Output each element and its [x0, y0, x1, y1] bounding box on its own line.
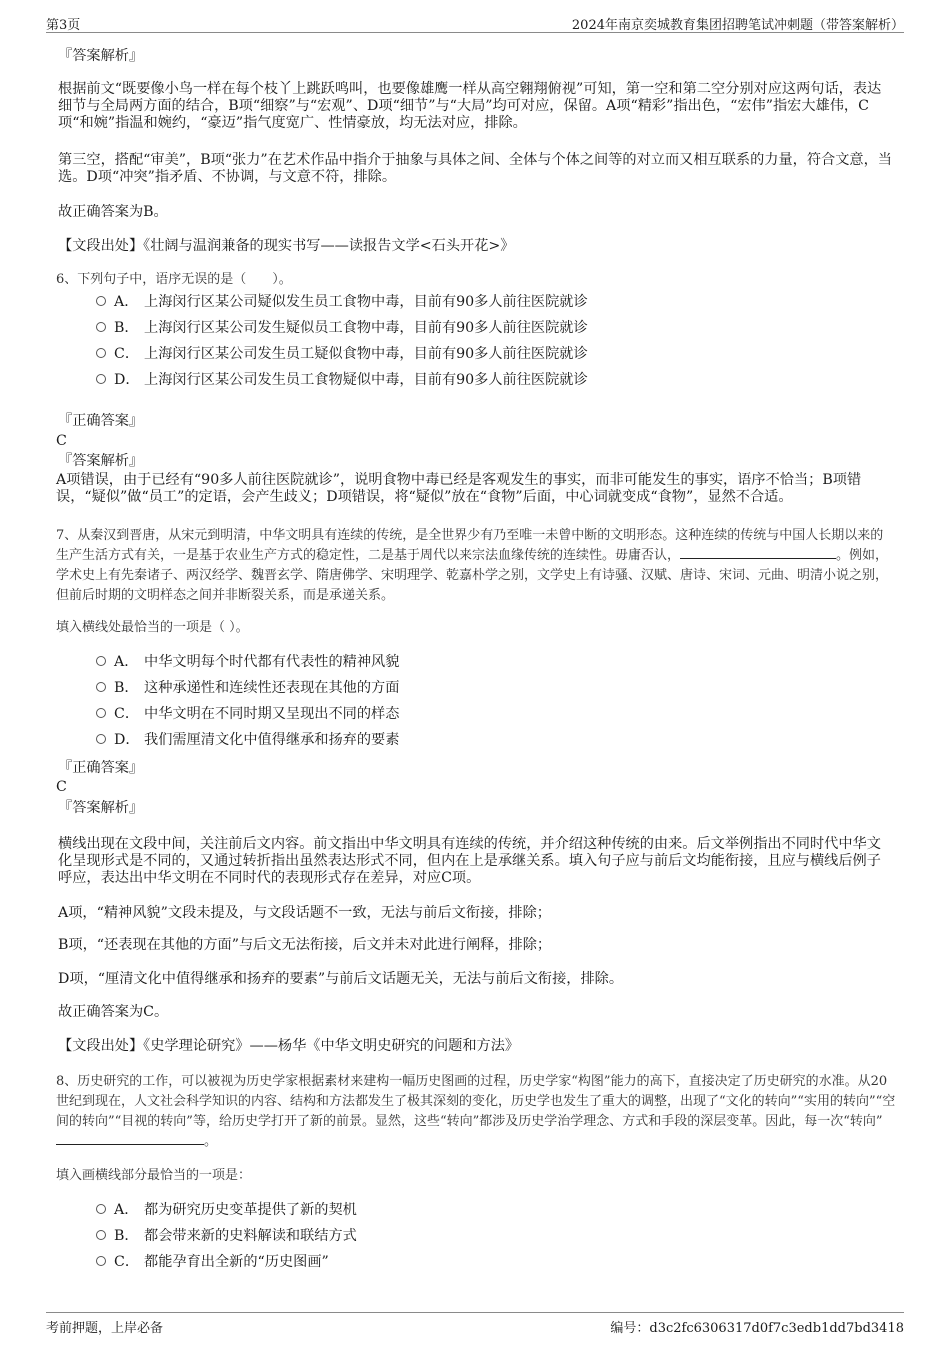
option-label: B． [114, 1228, 139, 1244]
q6-answer-label: 『正确答案』 [58, 413, 144, 429]
page-footer [46, 1312, 904, 1336]
option-text: 都会带来新的史料解读和联结方式 [144, 1228, 357, 1244]
q8-option-b[interactable] [96, 1226, 357, 1246]
option-label: A． [114, 294, 139, 310]
q5-analysis-p1-text: 根据前文“既要像小鸟一样在每个枝丫上跳跃鸣叫，也要像雄鹰一样从高空翱翔俯视”可知，第一空和第二空分别对应这两句话，表达细节与全局两方面的结合，B项“细察”与“宏观”、D项“细节”与“大局”均可对应，保留。A项“精彩”指出色，“宏伟”指宏大雄伟，C项“和婉”指温和婉约，“豪迈”指气度宽广、性情豪放，均无法对应，排除。 [58, 81, 882, 131]
q7-analysis-p1-text: 横线出现在文段中间，关注前后文内容。前文指出中华文明具有连续的传统，并介绍这种传统的由来。后文举例指出不同时代中华文化呈现形式是不同的，又通过转折指出虽然表达形式不同，但内在上是承继关系。填入句子应与前后文均能衔接，且应与横线后例子呼应，表达出中华文明在不同时代的表现形式存在差异，对应C项。 [58, 836, 881, 886]
option-label: A． [114, 1202, 139, 1218]
option-text: 我们需厘清文化中值得继承和扬弃的要素 [144, 732, 400, 748]
radio-icon[interactable] [96, 656, 106, 666]
option-text: 都为研究历史变革提供了新的契机 [144, 1202, 357, 1218]
q7-stem-part2: 。例如，学术史上有先秦诸子、两汉经学、魏晋玄学、隋唐佛学、宋明理学、乾嘉朴学之别，文学史上有诗骚、汉赋、唐诗、宋词、元曲、明清小说之别，但前后时期的文明样态之间并非断裂关系，而是承递关系。 [56, 548, 889, 603]
q7-analysis-d: D项，“厘清文化中值得继承和扬弃的要素”与前后文话题无关，无法与前后文衔接，排除。 [58, 971, 624, 987]
q6-option-c[interactable] [96, 344, 588, 364]
footer-slogan: 考前押题，上岸必备 [46, 1321, 164, 1336]
q7-blank [680, 546, 836, 559]
document-title: 2024年南京奕城教育集团招聘笔试冲刺题（带答案解析） [571, 18, 904, 33]
q7-answer: C [56, 779, 67, 795]
q6-analysis-text: A项错误，由于已经有“90多人前往医院就诊”，说明食物中毒已经是客观发生的事实，而非可能发生的事实，语序不恰当；B项错误，“疑似”做“员工”的定语，会产生歧义；D项错误，将“疑似”放在“食物”后面，中心词就变成“食物”，显然不合适。 [56, 472, 862, 505]
q7-analysis-p1 [58, 836, 894, 887]
q8-prompt: 填入画横线部分最恰当的一项是： [56, 1168, 252, 1183]
q6-stem: 6、下列句子中，语序无误的是（ ）。 [56, 272, 292, 287]
q7-stem-part1: 7、从秦汉到晋唐，从宋元到明清，中华文明具有连续的传统，是全世界少有乃至唯一未曾中断的文明形态。这种连续的传统与中国人长期以来的生产生活方式有关，一是基于农业生产方式的稳定性，二是基于周代以来宗法血缘传统的连续性。毋庸否认， [56, 528, 884, 563]
document-id: 编号：d3c2fc6306317d0f7c3edb1dd7bd3418 [610, 1321, 904, 1336]
radio-icon[interactable] [96, 296, 106, 306]
option-label: D． [114, 372, 140, 388]
radio-icon[interactable] [96, 1256, 106, 1266]
radio-icon[interactable] [96, 322, 106, 332]
q5-analysis-p2-text: 第三空，搭配“审美”，B项“张力”在艺术作品中指介于抽象与具体之间、全体与个体之间等的对立而又相互联系的力量，符合文意，当选。D项“冲突”指矛盾、不协调，与文意不符，排除。 [58, 152, 892, 185]
q7-answer-label: 『正确答案』 [58, 760, 144, 776]
radio-icon[interactable] [96, 374, 106, 384]
radio-icon[interactable] [96, 708, 106, 718]
option-text: 中华文明每个时代都有代表性的精神风貌 [144, 654, 400, 670]
option-text: 都能孕育出全新的“历史图画” [144, 1254, 329, 1270]
q7-option-d[interactable] [96, 730, 399, 750]
option-label: A． [114, 654, 139, 670]
q7-analysis-b: B项，“还表现在其他的方面”与后文无法衔接，后文并未对此进行阐释，排除； [58, 937, 552, 953]
q6-analysis [56, 472, 896, 506]
q8-stem [56, 1072, 896, 1152]
option-label: C． [114, 706, 140, 722]
option-label: B． [114, 320, 139, 336]
q8-option-c[interactable] [96, 1252, 329, 1272]
option-text: 中华文明在不同时期又呈现出不同的样态 [144, 706, 400, 722]
option-label: D． [114, 732, 140, 748]
q6-option-b[interactable] [96, 318, 588, 338]
q6-answer: C [56, 433, 67, 449]
q8-stem-part2: 。 [204, 1134, 218, 1149]
q7-analysis-a: A项，“精神风貌”文段未提及，与文段话题不一致，无法与前后文衔接，排除； [58, 905, 551, 921]
q7-option-a[interactable] [96, 652, 399, 672]
q7-prompt: 填入横线处最恰当的一项是（ ）。 [56, 620, 249, 635]
option-text: 上海闵行区某公司发生员工疑似食物中毒，目前有90多人前往医院就诊 [144, 346, 588, 362]
radio-icon[interactable] [96, 1230, 106, 1240]
q5-analysis-label: 『答案解析』 [58, 48, 144, 64]
q7-analysis-label: 『答案解析』 [58, 800, 144, 816]
q7-option-c[interactable] [96, 704, 399, 724]
option-text: 上海闵行区某公司发生员工食物疑似中毒，目前有90多人前往医院就诊 [144, 372, 588, 388]
q8-blank [56, 1132, 204, 1145]
q6-option-a[interactable] [96, 292, 588, 312]
q8-stem-part1: 8、历史研究的工作，可以被视为历史学家根据素材来建构一幅历史图画的过程，历史学家“构图”能力的高下，直接决定了历史研究的水准。从20世纪到现在，人文社会科学知识的内容、结构和方法都发生了极其深刻的变化，历史学也发生了重大的调整，出现了“文化的转向”“实用的转向”“空间的转向”“目视的转向”等，给历史学打开了新的前景。显然，这些“转向”都涉及历史学治学理念、方式和手段的深层变革。因此，每一次“转向” [56, 1074, 896, 1129]
q6-option-d[interactable] [96, 370, 588, 390]
radio-icon[interactable] [96, 348, 106, 358]
radio-icon[interactable] [96, 734, 106, 744]
q5-conclusion: 故正确答案为B。 [58, 204, 168, 220]
q6-analysis-label: 『答案解析』 [58, 453, 144, 469]
option-text: 这种承递性和连续性还表现在其他的方面 [144, 680, 400, 696]
q5-analysis-p2 [58, 152, 894, 186]
q7-option-b[interactable] [96, 678, 399, 698]
option-label: C． [114, 346, 140, 362]
option-label: C． [114, 1254, 140, 1270]
q7-source: 【文段出处】《史学理论研究》——杨华《中华文明史研究的问题和方法》 [58, 1038, 520, 1054]
option-text: 上海闵行区某公司发生疑似员工食物中毒，目前有90多人前往医院就诊 [144, 320, 588, 336]
q8-option-a[interactable] [96, 1200, 357, 1220]
option-text: 上海闵行区某公司疑似发生员工食物中毒，目前有90多人前往医院就诊 [144, 294, 588, 310]
q7-conclusion: 故正确答案为C。 [58, 1004, 169, 1020]
radio-icon[interactable] [96, 1204, 106, 1214]
q5-source: 【文段出处】《壮阔与温润兼备的现实书写——读报告文学<石头开花>》 [58, 238, 515, 254]
page-number: 第3页 [46, 18, 81, 33]
q7-stem [56, 526, 896, 606]
radio-icon[interactable] [96, 682, 106, 692]
page-header [46, 12, 904, 33]
q5-analysis-p1 [58, 81, 894, 132]
option-label: B． [114, 680, 139, 696]
